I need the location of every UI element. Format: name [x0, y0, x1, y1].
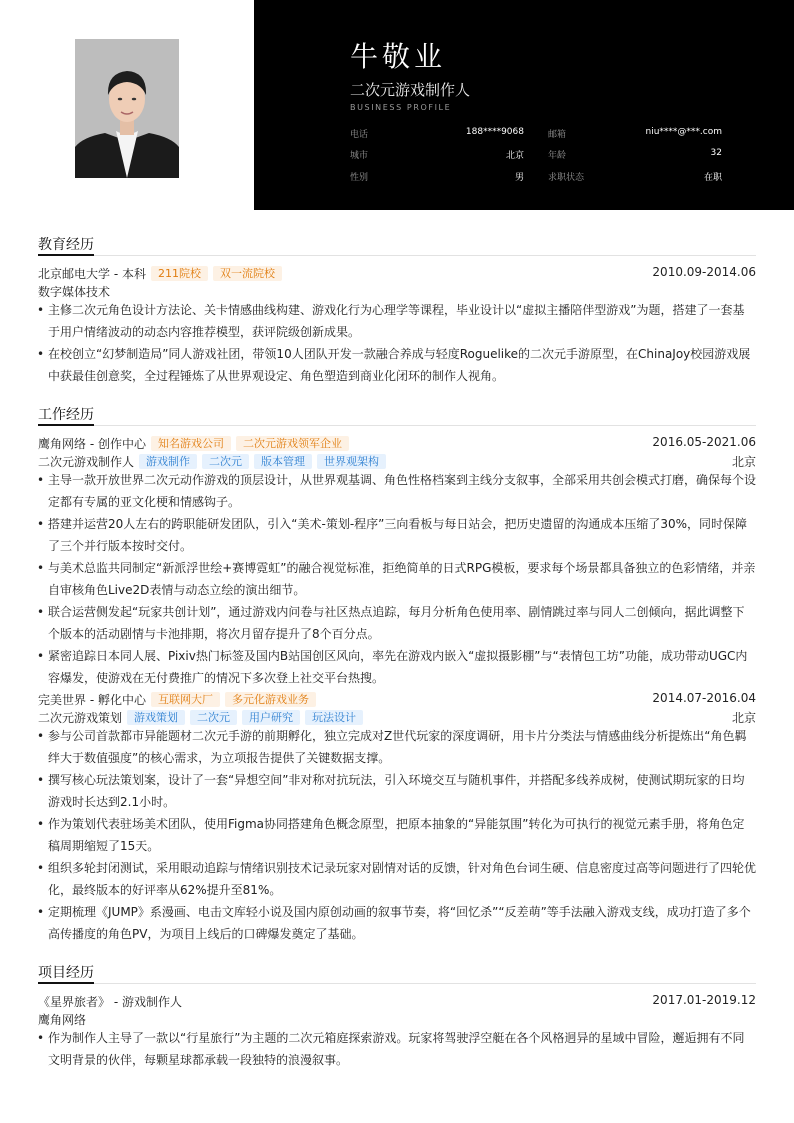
list-item: • 撰写核心玩法策划案，设计了一套“异想空间”非对称对抗玩法，引入环境交互与随机事件，并搭配多线养成树，使测试期玩家的日均游戏时长达到2.1小时。: [48, 769, 756, 813]
info-label: 求职状态: [548, 173, 585, 183]
project-org-row: [38, 1011, 756, 1027]
list-item: • 主导一款开放世界二次元动作游戏的顶层设计，从世界观基调、角色性格档案到主线分支叙事，全部采用共创会模式打磨，确保每个设定都有专属的亚文化梗和情感钩子。: [48, 469, 756, 513]
tag: 版本管理: [254, 454, 312, 469]
tag: 世界观架构: [317, 454, 386, 469]
work-role-row: [38, 709, 756, 725]
list-item: • 组织多轮封闭测试，采用眼动追踪与情绪识别技术记录玩家对剧情对话的反馈，针对角色台词生硬、信息密度过高等问题进行了四轮优化，最终版本的好评率从62%提升至81%。: [48, 857, 756, 901]
photo-area: [0, 0, 254, 210]
section-title-projects: 项目经历: [38, 965, 94, 981]
section-underline: [38, 254, 94, 256]
info-label: 性别: [350, 173, 369, 183]
info-email: [548, 127, 722, 141]
section-divider: [38, 425, 756, 426]
project-name: 《星界旅者》 - 游戏制作人: [38, 995, 182, 1009]
education-date: 2010.09-2014.06: [652, 265, 756, 279]
role-name: 二次元游戏制作人: [38, 455, 135, 469]
info-label: 年龄: [548, 151, 567, 161]
info-value: 北京: [505, 151, 524, 161]
project-date: 2017.01-2019.12: [652, 993, 756, 1007]
section-divider: [38, 255, 756, 256]
info-city: [350, 148, 524, 162]
tag: 211院校: [151, 266, 208, 281]
info-value: 在职: [703, 173, 722, 183]
work-date: 2014.07-2016.04: [652, 691, 756, 705]
tag: 玩法设计: [305, 710, 363, 725]
info-value: 男: [514, 173, 524, 183]
tag: 二次元游戏领军企业: [236, 436, 349, 451]
school-name: 北京邮电大学 - 本科: [38, 267, 146, 281]
role-name: 二次元游戏策划: [38, 711, 123, 725]
list-item: • 联合运营侧发起“玩家共创计划”，通过游戏内问卷与社区热点追踪，每月分析角色使用率、剧情跳过率与同人二创倾向，据此调整下个版本的活动剧情与卡池排期，将次月留存提升了8个百分点。: [48, 601, 756, 645]
profile-photo: [75, 39, 179, 178]
candidate-name: 牛敬业: [350, 40, 447, 73]
info-gender: [350, 170, 524, 184]
tag: 二次元: [202, 454, 249, 469]
education-header: [38, 265, 756, 281]
work-date: 2016.05-2021.06: [652, 435, 756, 449]
header-subtitle: BUSINESS PROFILE: [350, 103, 452, 112]
info-job-status: [548, 170, 722, 184]
major: 数字媒体技术: [38, 285, 111, 299]
info-label: 城市: [350, 151, 369, 161]
tag: 二次元: [190, 710, 237, 725]
company-name: 鹰角网络 - 创作中心: [38, 437, 146, 451]
tag: 互联网大厂: [151, 692, 220, 707]
list-item: • 作为制作人主导了一款以“行星旅行”为主题的二次元箱庭探索游戏。玩家将驾驶浮空艇在各个风格迥异的星域中冒险，邂逅拥有不同文明背景的伙伴，每颗星球都承载一段独特的浪漫叙事。: [48, 1027, 756, 1071]
candidate-title: 二次元游戏制作人: [350, 81, 471, 99]
work-city: 北京: [731, 711, 756, 725]
section-underline: [38, 424, 94, 426]
company-name: 完美世界 - 孵化中心: [38, 693, 146, 707]
section-divider: [38, 983, 756, 984]
list-item: • 在校创立“幻梦制造局”同人游戏社团，带领10人团队开发一款融合养成与轻度Roguelike的二次元手游原型，在ChinaJoy校园游戏展中获最佳创意奖，全过程锤炼了从世界观设定、角色塑造到商业化闭环的制作人视角。: [48, 343, 756, 387]
list-item: • 作为策划代表驻场美术团队，使用Figma协同搭建角色概念原型，把原本抽象的“异能氛围”转化为可执行的视觉元素手册，将角色定稿周期缩短了15天。: [48, 813, 756, 857]
work-role-row: [38, 453, 756, 469]
info-label: 电话: [350, 130, 369, 140]
profile-header: [254, 0, 794, 210]
tag: 双一流院校: [213, 266, 282, 281]
section-title-education: 教育经历: [38, 237, 94, 253]
work-header: [38, 435, 756, 451]
info-value: 188****9068: [465, 127, 524, 137]
list-item: • 紧密追踪日本同人展、Pixiv热门标签及国内B站国创区风向，率先在游戏内嵌入“虚拟摄影棚”与“表情包工坊”功能，成功带动UGC内容爆发，使游戏在无付费推广的情况下多次登上社交平台热搜。: [48, 645, 756, 689]
project-header: [38, 993, 756, 1009]
tag: 知名游戏公司: [151, 436, 231, 451]
list-item: • 搭建并运营20人左右的跨职能研发团队，引入“美术-策划-程序”三向看板与每日站会，把历史遗留的沟通成本压缩了30%，同时保障了三个并行版本按时交付。: [48, 513, 756, 557]
info-value: niu****@***.com: [645, 127, 722, 137]
list-item: • 定期梳理《JUMP》系漫画、电击文库轻小说及国内原创动画的叙事节奏，将“回忆杀”“反差萌”等手法融入游戏支线，成功打造了多个高传播度的角色PV，为项目上线后的口碑爆发奠定了基础。: [48, 901, 756, 945]
list-item: • 主修二次元角色设计方法论、关卡情感曲线构建、游戏化行为心理学等课程，毕业设计以“虚拟主播陪伴型游戏”为题，搭建了一套基于用户情绪波动的动态内容推荐模型，获评院级创新成果。: [48, 299, 756, 343]
education-major-row: [38, 283, 756, 299]
list-item: • 参与公司首款都市异能题材二次元手游的前期孵化，独立完成对Z世代玩家的深度调研，用卡片分类法与情感曲线分析提炼出“角色羁绊大于数值强度”的核心需求，为立项报告提供了关键数据支撑。: [48, 725, 756, 769]
info-age: [548, 148, 722, 162]
tag: 用户研究: [242, 710, 300, 725]
tag: 游戏策划: [127, 710, 185, 725]
section-underline: [38, 982, 94, 984]
info-phone: [350, 127, 524, 141]
section-title-work: 工作经历: [38, 407, 94, 423]
info-value: 32: [710, 148, 722, 158]
tag: 多元化游戏业务: [225, 692, 316, 707]
tag: 游戏制作: [139, 454, 197, 469]
portrait-illustration: [75, 39, 179, 178]
work-city: 北京: [731, 455, 756, 469]
project-org: 鹰角网络: [38, 1013, 87, 1027]
list-item: • 与美术总监共同制定“新派浮世绘+赛博霓虹”的融合视觉标准，拒绝简单的日式RPG模板，要求每个场景都具备独立的色彩情绪，并亲自审核角色Live2D表情与动态立绘的演出细节。: [48, 557, 756, 601]
work-header: [38, 691, 756, 707]
info-label: 邮箱: [548, 130, 567, 140]
